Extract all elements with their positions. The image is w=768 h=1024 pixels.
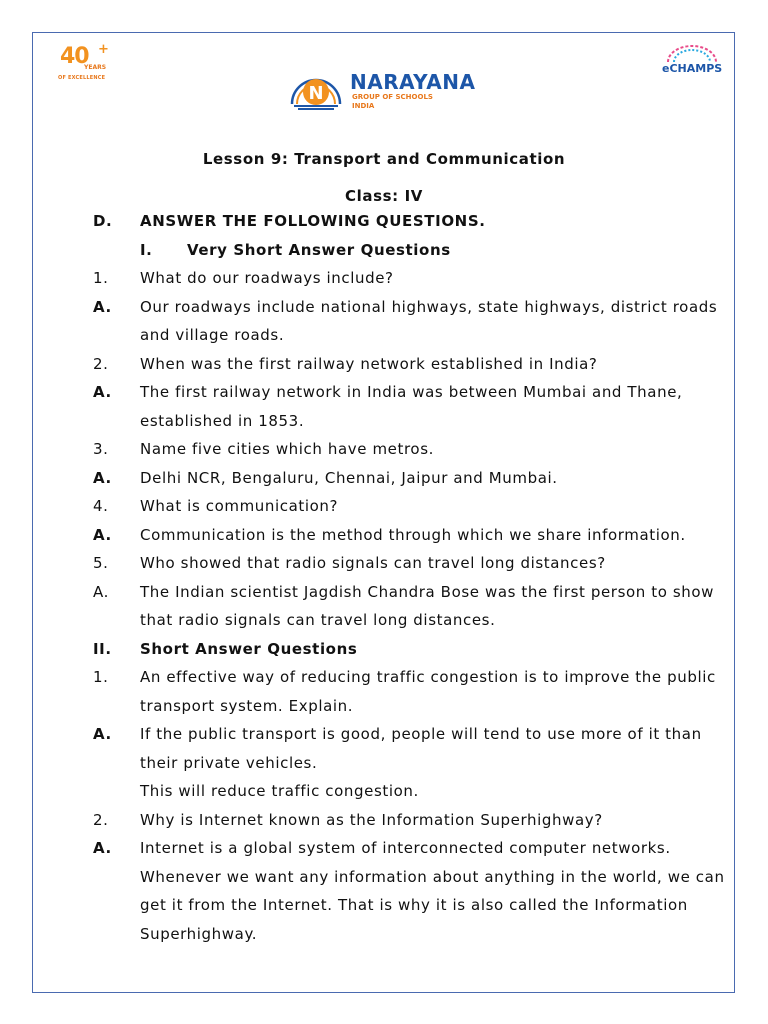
class-line: Class: IV bbox=[345, 187, 423, 205]
vsaq-answer-label: A. bbox=[93, 297, 112, 316]
narayana-emblem-icon bbox=[286, 64, 346, 112]
echamps-wordmark: eCHAMPS bbox=[662, 62, 723, 75]
vsaq-answer-text: Delhi NCR, Bengaluru, Chennai, Jaipur and Mumbai. bbox=[140, 468, 558, 487]
vsaq-question-text: When was the first railway network established in India? bbox=[140, 354, 598, 373]
svg-text:N: N bbox=[308, 83, 324, 104]
vsaq-answer-label: A. bbox=[93, 468, 112, 487]
saq-answer-text: If the public transport is good, people will tend to use more of it than bbox=[140, 725, 702, 743]
vsaq-question-text: What is communication? bbox=[140, 497, 339, 515]
vsaq-question-label: 1. bbox=[93, 269, 109, 287]
section-i-heading-text: Very Short Answer Questions bbox=[187, 240, 451, 259]
vsaq-answer-text: that radio signals can travel long distances. bbox=[140, 611, 496, 629]
brand-name: NARAYANA bbox=[350, 70, 476, 94]
saq-question-text: Why is Internet known as the Information Superhighway? bbox=[140, 810, 603, 829]
saq-question-label: 1. bbox=[93, 668, 109, 686]
saq-answer-label: A. bbox=[93, 725, 112, 743]
vsaq-answer-text: established in 1853. bbox=[140, 411, 305, 430]
section-i-heading-label: I. bbox=[140, 240, 153, 259]
saq-answer-text: This will reduce traffic congestion. bbox=[140, 782, 419, 800]
vsaq-answer-label: A. bbox=[93, 582, 109, 601]
vsaq-question-label: 4. bbox=[93, 497, 109, 515]
forty-years-logo bbox=[58, 44, 118, 84]
logo-years-number: 40 bbox=[60, 44, 89, 69]
echamps-logo bbox=[660, 44, 724, 80]
vsaq-answer-text: and village roads. bbox=[140, 326, 285, 344]
vsaq-question-text: What do our roadways include? bbox=[140, 269, 394, 287]
echamps-arc-icon bbox=[660, 44, 724, 64]
saq-answer-label: A. bbox=[93, 839, 112, 857]
section-d-heading-label: D. bbox=[93, 212, 113, 230]
saq-question-text: transport system. Explain. bbox=[140, 696, 354, 715]
vsaq-answer-text: The Indian scientist Jagdish Chandra Bose was the first person to show bbox=[140, 582, 715, 601]
saq-question-text: An effective way of reducing traffic congestion is to improve the public bbox=[140, 668, 716, 686]
section-d-heading-text: ANSWER THE FOLLOWING QUESTIONS. bbox=[140, 212, 486, 230]
vsaq-answer-text: Our roadways include national highways, state highways, district roads bbox=[140, 297, 718, 316]
logo-years-plus: + bbox=[98, 42, 109, 57]
vsaq-question-label: 2. bbox=[93, 354, 109, 373]
vsaq-answer-text: The first railway network in India was between Mumbai and Thane, bbox=[140, 383, 683, 401]
vsaq-question-label: 3. bbox=[93, 440, 109, 458]
saq-answer-text: get it from the Internet. That is why it is also called the Information bbox=[140, 896, 688, 914]
saq-answer-text: their private vehicles. bbox=[140, 753, 318, 772]
saq-answer-text: Internet is a global system of interconnected computer networks. bbox=[140, 839, 671, 857]
saq-question-label: 2. bbox=[93, 810, 109, 829]
vsaq-answer-text: Communication is the method through which we share information. bbox=[140, 525, 686, 544]
saq-answer-text: Whenever we want any information about anything in the world, we can bbox=[140, 867, 725, 886]
vsaq-question-label: 5. bbox=[93, 554, 109, 572]
vsaq-question-text: Name five cities which have metros. bbox=[140, 440, 434, 458]
vsaq-question-text: Who showed that radio signals can travel long distances? bbox=[140, 554, 606, 572]
section-ii-heading-label: II. bbox=[93, 639, 112, 658]
logo-years-tagline: OF EXCELLENCE bbox=[58, 75, 106, 81]
brand-sub2: INDIA bbox=[352, 102, 375, 110]
vsaq-answer-label: A. bbox=[93, 525, 112, 544]
logo-years-word: YEARS bbox=[84, 64, 107, 71]
lesson-title: Lesson 9: Transport and Communication bbox=[202, 150, 566, 168]
section-ii-heading-text: Short Answer Questions bbox=[140, 639, 358, 658]
saq-answer-text: Superhighway. bbox=[140, 924, 258, 943]
brand-sub1: GROUP OF SCHOOLS bbox=[352, 93, 433, 101]
vsaq-answer-label: A. bbox=[93, 383, 112, 401]
narayana-logo bbox=[286, 64, 486, 112]
